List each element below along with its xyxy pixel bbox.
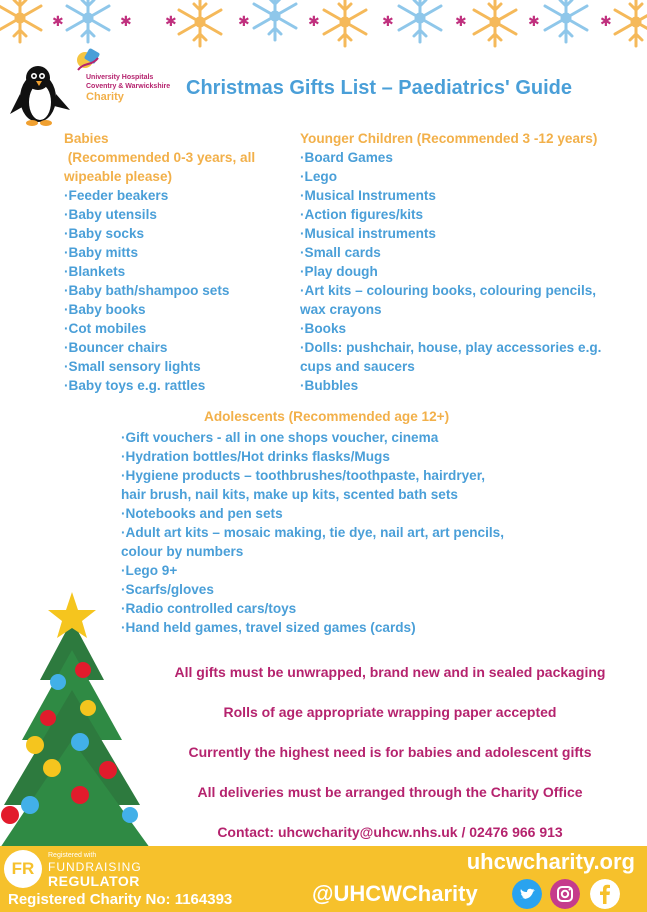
list-item: ·Board Games [300,150,393,165]
brand-line-3: Charity [86,91,124,103]
list-item: ·Hand held games, travel sized games (cards) [121,620,416,635]
list-item: wax crayons [300,302,382,317]
list-item: ·Books [300,321,347,336]
svg-text:✱: ✱ [455,14,467,30]
regulator-label: REGULATOR [48,873,140,889]
contact-line: Contact: uhcwcharity@uhcw.nhs.uk / 02476 966 913 [217,824,563,840]
list-item: ·Baby socks [64,226,145,241]
list-item: ·Play dough [300,264,378,279]
list-item: ·Bouncer chairs [64,340,168,355]
snowflake-icon [399,0,441,42]
svg-text:✱: ✱ [165,14,177,30]
list-item: ·Scarfs/gloves [121,582,214,597]
list-item: ·Baby utensils [64,207,157,222]
babies-section [64,129,284,395]
twitter-icon[interactable] [512,879,542,909]
list-item: ·Bubbles [300,378,359,393]
list-item: ·Baby toys e.g. rattles [64,378,206,393]
svg-text:✱: ✱ [52,14,64,30]
website-link[interactable]: uhcwcharity.org [466,849,635,874]
svg-text:✱: ✱ [382,14,394,30]
note-line: All deliveries must be arranged through the Charity Office [197,784,583,800]
list-item: ·Feeder beakers [64,188,169,203]
list-item: ·Lego [300,169,337,184]
babies-heading: Babies [64,131,109,146]
list-item: ·Musical instruments [300,226,436,241]
snowflake-icon [545,0,587,42]
note-line: All gifts must be unwrapped, brand new and in sealed packaging [174,664,606,680]
list-item: hair brush, nail kits, make up kits, scented bath sets [121,487,458,502]
snowflake-icon [474,0,516,46]
babies-subheading: (Recommended 0-3 years, all [64,150,256,165]
snowflake-icon [254,0,296,40]
list-item: ·Blankets [64,264,126,279]
list-item: ·Baby bath/shampoo sets [64,283,230,298]
note-line: Currently the highest need is for babies and adolescent gifts [188,744,592,760]
social-handle[interactable]: @UHCWCharity [312,881,478,906]
snowflake-icon [0,0,41,42]
note-line: Rolls of age appropriate wrapping paper accepted [223,704,557,720]
list-item: ·Adult art kits – mosaic making, tie dye, nail art, art pencils, [121,525,505,540]
list-item: ·Baby books [64,302,146,317]
brand-line-2: Coventry & Warwickshire [86,83,171,90]
registered-with-label: Registered with [48,852,97,859]
svg-text:✱: ✱ [600,14,612,30]
notes-section [150,662,630,862]
list-item: ·Notebooks and pen sets [121,506,283,521]
younger-children-section [300,129,630,395]
charity-number: Registered Charity No: 1164393 [8,891,233,908]
list-item: ·Baby mitts [64,245,139,260]
snowflake-icon [179,0,221,46]
list-item: ·Cot mobiles [64,321,147,336]
fundraising-label: FUNDRAISING [48,860,142,874]
list-item: ·Small sensory lights [64,359,201,374]
adolescents-section [121,428,541,637]
charity-logo-icon [74,44,104,74]
instagram-icon[interactable] [550,879,580,909]
page-title: Christmas Gifts List – Paediatrics' Guide [186,77,572,99]
penguin-icon [6,64,76,128]
list-item: ·Art kits – colouring books, colouring pencils, [300,283,597,298]
svg-text:✱: ✱ [120,14,132,30]
fundraising-regulator-logo-icon [4,850,42,888]
snowflake-icon [324,0,366,46]
list-item: ·Musical Instruments [300,188,436,203]
list-item: ·Hygiene products – toothbrushes/toothpaste, hairdryer, [121,468,486,483]
list-item: ·Radio controlled cars/toys [121,601,297,616]
snowflake-icon [615,0,647,46]
list-item: ·Gift vouchers - all in one shops voucher, cinema [121,430,439,445]
svg-text:✱: ✱ [238,14,250,30]
list-item: ·Small cards [300,245,381,260]
list-item: ·Action figures/kits [300,207,424,222]
adolescents-heading: Adolescents (Recommended age 12+) [204,409,450,424]
snowflake-icon [67,0,109,42]
babies-subheading-2: wipeable please) [64,169,173,184]
footer [0,846,647,912]
younger-heading: Younger Children (Recommended 3 -12 years) [300,131,598,146]
list-item: ·Dolls: pushchair, house, play accessories e.g. [300,340,602,355]
svg-text:✱: ✱ [528,14,540,30]
brand-line-1: University Hospitals [86,74,154,81]
list-item: ·Lego 9+ [121,563,178,578]
list-item: ·Hydration bottles/Hot drinks flasks/Mugs [121,449,390,464]
christmas-tree-icon [0,590,150,850]
svg-text:✱: ✱ [308,14,320,30]
fr-mark: FR [11,859,35,878]
list-item: cups and saucers [300,359,415,374]
facebook-icon[interactable] [590,879,620,909]
list-item: colour by numbers [121,544,244,559]
